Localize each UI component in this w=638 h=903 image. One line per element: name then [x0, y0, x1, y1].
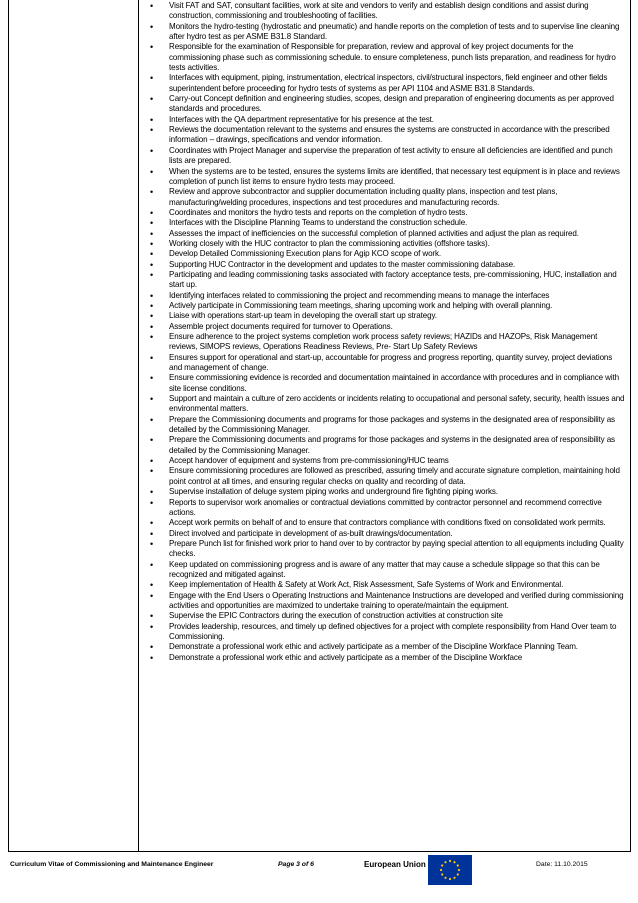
- eu-flag-star: [449, 878, 451, 880]
- duty-list-item: • Reviews the documentation relevant to the systems and ensures the systems are constructed in accordance with the prescribed information – drawings, specifications and vendor information.: [143, 125, 627, 146]
- page-footer: [10, 855, 630, 895]
- duty-list-item: • Accept work permits on behalf of and to ensure that contractors compliance with conditions fixed on consolidated work permits.: [143, 518, 627, 528]
- duty-list-item: • Ensure adherence to the project systems completion work process safety reviews; HAZIDs and HAZOPs, Risk Management reviews, SIMOPS reviews, Operations Readiness Reviews, Pre- Start Up Safety Reviews: [143, 332, 627, 353]
- duty-list-item: • Carry-out Concept definition and engineering studies, scopes, design and preparation of engineering documents as per approved standards and procedures.: [143, 94, 627, 115]
- eu-flag-star: [453, 861, 455, 863]
- footer-date: Date: 11.10.2015: [536, 861, 588, 868]
- duty-list-item: • Supporting HUC Contractor in the development and updates to the master commissioning database.: [143, 260, 627, 270]
- eu-flag-star: [449, 860, 451, 862]
- duty-list-item: • Develop Detailed Commissioning Execution plans for Agip KCO scope of work.: [143, 249, 627, 259]
- eu-flag-star: [440, 869, 442, 871]
- duty-list-item: • Participating and leading commissioning tasks associated with factory acceptance tests, pre-commissioning, HUC, installation and start up.: [143, 270, 627, 291]
- duty-list-item: • Interfaces with equipment, piping, instrumentation, electrical inspectors, civil/structural inspectors, field engineer and other fields superintendent before proceeding for hydro tests of systems as per API 1104 and ASME B31.8 Standards.: [143, 73, 627, 94]
- duty-list-item: • Visit FAT and SAT, consultant facilities, work at site and vendors to verify and establish design conditions and assist during construction, commissioning and troubleshooting of facilities.: [143, 1, 627, 22]
- duty-list-item: • Ensures support for operational and start-up, accountable for progress and progress reporting, quantity survey, project deviations and management of change.: [143, 353, 627, 374]
- duty-list-item: • Review and approve subcontractor and supplier documentation including quality plans, inspection and test plans, manufacturing/welding procedures, inspections and test procedures and manufacturing records.: [143, 187, 627, 208]
- duty-list-item: • Monitors the hydro-testing (hydrostatic and pneumatic) and handle reports on the completion of tests and to supervise line cleaning after hydro test as per ASME B31.8 Standard.: [143, 22, 627, 43]
- duty-list-item: • Prepare the Commissioning documents and programs for those packages and systems in the designated area of responsibility as detailed by the Commissioning Manager.: [143, 435, 627, 456]
- eu-flag-star: [458, 869, 460, 871]
- eu-flag-star: [457, 864, 459, 866]
- duty-list-item: • Support and maintain a culture of zero accidents or incidents relating to occupational and personal safety, security, health issues and environmental matters.: [143, 394, 627, 415]
- duty-list-item: • Coordinates with Project Manager and supervise the preparation of test activity to ensure all deficiencies are identified and punch lists are prepared.: [143, 146, 627, 167]
- duty-list-item: • Supervise the EPIC Contractors during the execution of construction activities at construction site: [143, 611, 627, 621]
- eu-flag-star: [444, 861, 446, 863]
- duty-list-item: • Ensure commissioning evidence is recorded and documentation maintained in accordance with procedures and in compliance with site license conditions.: [143, 373, 627, 394]
- table-border-left: [8, 0, 9, 852]
- duty-list-item: • Keep implementation of Health & Safety at Work Act, Risk Assessment, Safe Systems of Work and Environmental.: [143, 580, 627, 590]
- duty-list-item: • Identifying interfaces related to commissioning the project and recommending means to manage the interfaces: [143, 291, 627, 301]
- eu-flag-star: [457, 873, 459, 875]
- duty-list-item: • Liaise with operations start-up team in developing the overall start up strategy.: [143, 311, 627, 321]
- duty-list-item: • Reports to supervisor work anomalies or contractual deviations committed by contractor personnel and recommend corrective actions.: [143, 498, 627, 519]
- eu-flag-icon: [428, 855, 472, 885]
- duty-list-item: • Accept handover of equipment and systems from pre-commissioning/HUC teams: [143, 456, 627, 466]
- duty-list-item: • Coordinates and monitors the hydro tests and reports on the completion of hydro tests.: [143, 208, 627, 218]
- duty-list-item: • Assemble project documents required for turnover to Operations.: [143, 322, 627, 332]
- footer-eu-label: European Union: [364, 860, 426, 869]
- duty-list-item: • Actively participate in Commissioning team meetings, sharing upcoming work and helping with overall planning.: [143, 301, 627, 311]
- duty-list-item: • Prepare the Commissioning documents and programs for those packages and systems in the designated area of responsibility as detailed by the Commissioning Manager.: [143, 415, 627, 436]
- duties-bullet-list: [143, 1, 627, 663]
- duty-list-item: • Demonstrate a professional work ethic and actively participate as a member of the Discipline Workface: [143, 653, 627, 663]
- duty-list-item: • Interfaces with the Discipline Planning Teams to understand the construction schedule.: [143, 218, 627, 228]
- eu-flag-star: [441, 864, 443, 866]
- duty-list-item: • Assesses the impact of inefficiencies on the successful completion of planned activities and adjust the plan as required.: [143, 229, 627, 239]
- duty-list-item: • Working closely with the HUC contractor to plan the commissioning activities (offshore tasks).: [143, 239, 627, 249]
- table-border-right: [630, 0, 631, 852]
- duty-list-item: • Supervise installation of deluge system piping works and underground fire fighting piping works.: [143, 487, 627, 497]
- duty-list-item: • Demonstrate a professional work ethic and actively participate as a member of the Discipline Workface Planning Team.: [143, 642, 627, 652]
- footer-document-title: Curriculum Vitae of Commissioning and Maintenance Engineer: [10, 861, 214, 868]
- duty-list-item: • Responsible for the examination of Responsible for preparation, review and approval of key project documents for the commissioning phase such as commissioning schedule. to ensure completeness, punch lists preparation, and readiness for hydro tests activities.: [143, 42, 627, 73]
- duty-list-item: • Engage with the End Users o Operating Instructions and Maintenance Instructions are developed and verified during commissioning activities and opportunities are maximized to undertake training to operate/maintain the equipment.: [143, 591, 627, 612]
- table-border-bottom: [8, 851, 631, 852]
- duty-list-item: • Keep updated on commissioning progress and is aware of any matter that may cause a schedule slippage so that this can be recognized and mitigated against.: [143, 560, 627, 581]
- duty-list-item: • Direct involved and participate in development of as-built drawings/documentation.: [143, 529, 627, 539]
- duty-list-item: • Provides leadership, resources, and timely up defined objectives for a project with complete responsibility from Hand Over team to Commissioning.: [143, 622, 627, 643]
- duty-list-item: • Prepare Punch list for finished work prior to hand over to by contractor by paying special attention to all equipments including Quality checks.: [143, 539, 627, 560]
- experience-duties-cell: [143, 1, 627, 850]
- footer-page-number: Page 3 of 6: [278, 861, 314, 868]
- duty-list-item: • When the systems are to be tested, ensures the systems limits are identified, that necessary test equipment is in place and reviews completion of punch list items to ensure hydro tests may proceed.: [143, 167, 627, 188]
- eu-flag-star: [453, 877, 455, 879]
- eu-flag-star: [444, 877, 446, 879]
- eu-flag-star: [441, 873, 443, 875]
- table-column-divider: [138, 0, 139, 852]
- duty-list-item: • Ensure commissioning procedures are followed as prescribed, assuring timely and accurate signature completion, maintaining hold point control at all times, and ensuring regular checks on quality and recording of data.: [143, 466, 627, 487]
- duty-list-item: • Interfaces with the QA department representative for his presence at the test.: [143, 115, 627, 125]
